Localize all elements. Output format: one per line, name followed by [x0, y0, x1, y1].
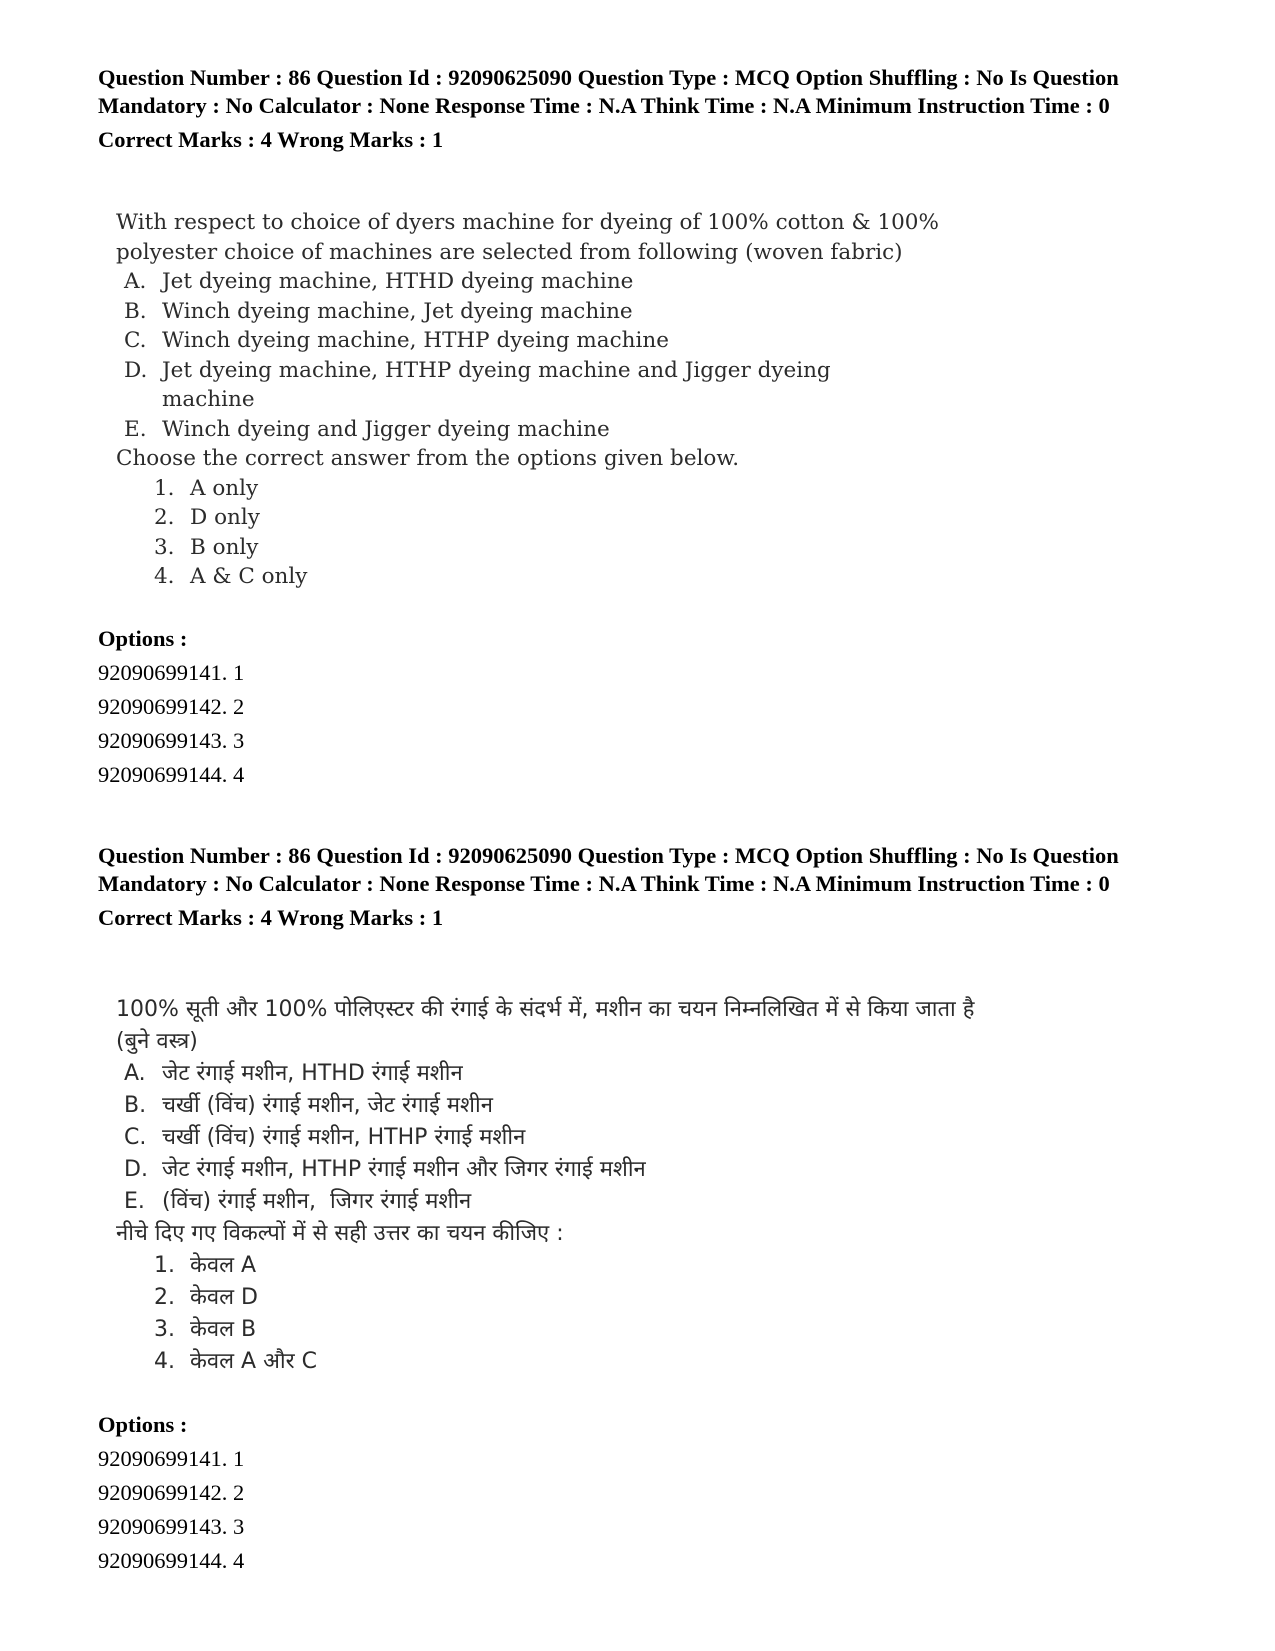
answer-key: 2. [154, 1285, 175, 1310]
statement-key: B. [124, 1093, 147, 1118]
answer-choice [116, 1282, 996, 1314]
statement-text: (विंच) रंगाई मशीन, जिगर रंगाई मशीन [162, 1189, 472, 1214]
answer-text: A & C only [190, 564, 308, 589]
answer-key: 4. [154, 1349, 175, 1374]
answer-key: 2. [154, 505, 175, 530]
statement-item [116, 415, 976, 445]
answer-text: A only [190, 475, 259, 501]
question-marks: Correct Marks : 4 Wrong Marks : 1 [98, 127, 444, 152]
option-line: 92090699142. 2 [98, 1480, 245, 1505]
statement-text: चर्खी (विंच) रंगाई मशीन, जेट रंगाई मशीन [162, 1093, 493, 1118]
choose-instruction: Choose the correct answer from the options given below. [116, 446, 740, 471]
statement-item [116, 356, 976, 415]
options-title: Options : [98, 1412, 188, 1437]
statement-key: C. [124, 1125, 147, 1150]
answer-text: केवल D [190, 1285, 258, 1310]
statement-text: जेट रंगाई मशीन, HTHP रंगाई मशीन और जिगर रंगाई मशीन [162, 1157, 646, 1182]
question-stem: With respect to choice of dyers machine for dyeing of 100% cotton & 100% polyester choice of machines are selected from following (woven fabric) [116, 210, 939, 265]
statement-item [116, 297, 976, 327]
statement-item [116, 1154, 996, 1186]
answer-text: केवल A और C [190, 1349, 317, 1374]
choose-instruction: नीचे दिए गए विकल्पों में से सही उत्तर का चयन कीजिए : [116, 1221, 564, 1246]
statement-item [116, 1058, 996, 1090]
answer-choice [116, 562, 976, 592]
answer-choice [116, 533, 976, 563]
statement-text: Winch dyeing machine, Jet dyeing machine [162, 298, 633, 324]
answer-choice [116, 1314, 996, 1346]
statement-key: D. [124, 1157, 148, 1182]
statement-text: Winch dyeing machine, HTHP dyeing machine [162, 328, 669, 353]
answer-key: 1. [154, 475, 175, 501]
question-meta: Question Number : 86 Question Id : 92090625090 Question Type : MCQ Option Shuffling : No Is Question Mandatory : No Calculator : None Response Time : N.A Think Time : N.A Minimum Instruction Time : 0 [98, 65, 1119, 118]
statement-item [116, 267, 976, 297]
answer-key: 3. [154, 534, 175, 560]
statement-key: D. [124, 357, 148, 383]
statement-item [116, 1122, 996, 1154]
question-1-header [98, 64, 1188, 154]
answer-text: D only [190, 505, 260, 530]
option-line: 92090699144. 4 [98, 762, 245, 787]
statement-text: Jet dyeing machine, HTHP dyeing machine and Jigger dyeing machine [162, 357, 831, 412]
answer-text: केवल B [190, 1317, 257, 1342]
answer-choice [116, 474, 976, 504]
answer-key: 1. [154, 1253, 175, 1278]
option-line: 92090699144. 4 [98, 1548, 245, 1573]
statement-text: जेट रंगाई मशीन, HTHD रंगाई मशीन [162, 1061, 463, 1086]
answer-choice [116, 503, 976, 533]
statement-item [116, 1090, 996, 1122]
statement-key: A. [124, 269, 147, 294]
answer-text: B only [190, 534, 259, 560]
statement-item [116, 326, 976, 356]
answer-text: केवल A [190, 1253, 257, 1278]
question-2-header [98, 842, 1188, 932]
option-line: 92090699142. 2 [98, 694, 245, 719]
statement-text: Jet dyeing machine, HTHD dyeing machine [162, 269, 634, 294]
statement-item [116, 1186, 996, 1218]
question-stem: 100% सूती और 100% पोलिएस्टर की रंगाई के संदर्भ में, मशीन का चयन निम्नलिखित में से किया जाता है (बुने वस्त्र) [116, 997, 975, 1054]
statement-key: A. [124, 1061, 146, 1086]
option-line: 92090699143. 3 [98, 1514, 245, 1539]
question-marks: Correct Marks : 4 Wrong Marks : 1 [98, 905, 444, 930]
question-2-body [116, 994, 996, 1378]
question-meta: Question Number : 86 Question Id : 92090625090 Question Type : MCQ Option Shuffling : No Is Question Mandatory : No Calculator : None Response Time : N.A Think Time : N.A Minimum Instruction Time : 0 [98, 843, 1119, 896]
answer-choice [116, 1250, 996, 1282]
statement-key: B. [124, 298, 147, 324]
statement-text: Winch dyeing and Jigger dyeing machine [162, 416, 610, 442]
answer-key: 4. [154, 564, 175, 589]
option-line: 92090699141. 1 [98, 1446, 245, 1471]
options-title: Options : [98, 626, 188, 651]
statement-text: चर्खी (विंच) रंगाई मशीन, HTHP रंगाई मशीन [162, 1125, 526, 1150]
answer-key: 3. [154, 1317, 175, 1342]
answer-choice [116, 1346, 996, 1378]
option-line: 92090699141. 1 [98, 660, 245, 685]
option-line: 92090699143. 3 [98, 728, 245, 753]
statement-key: E. [124, 1189, 145, 1214]
question-1-body [116, 208, 976, 592]
statement-key: E. [124, 416, 147, 442]
statement-key: C. [124, 328, 147, 353]
